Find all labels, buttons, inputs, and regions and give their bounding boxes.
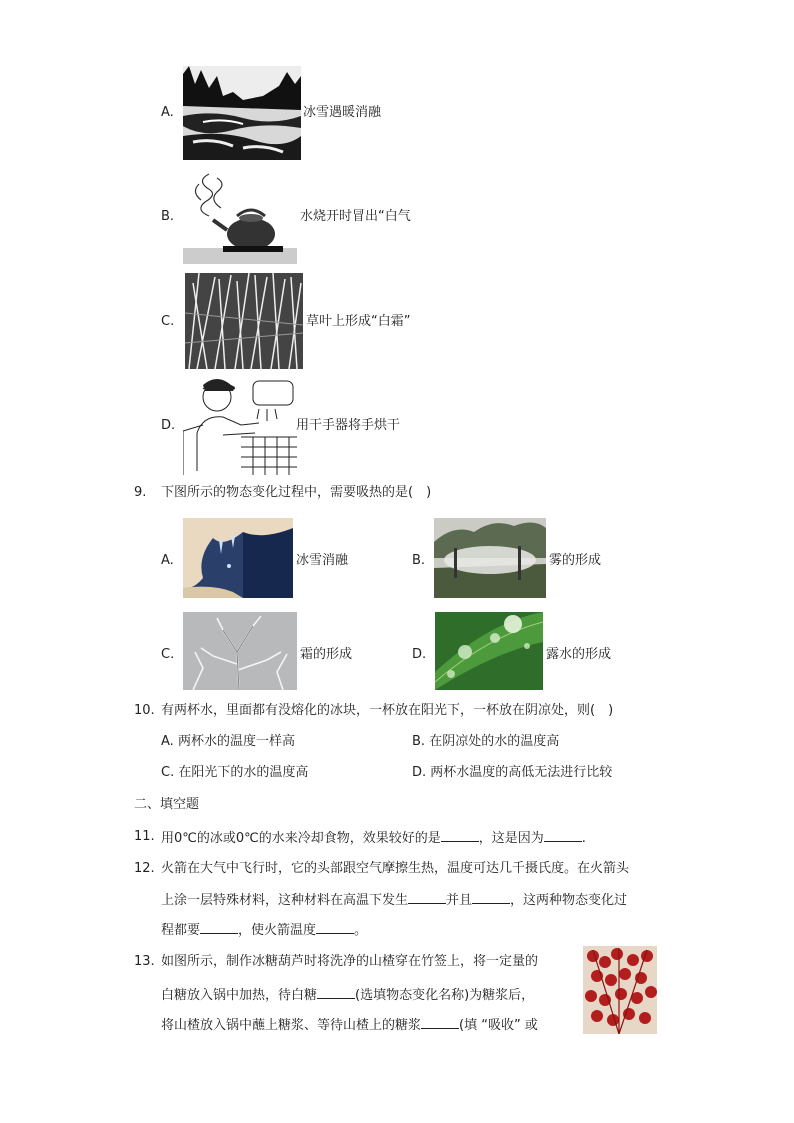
answer-blank bbox=[316, 921, 354, 934]
q9-option-c-letter: C. bbox=[161, 647, 175, 662]
snow-melting-image bbox=[183, 66, 301, 160]
q9-option-b-letter: B. bbox=[412, 553, 426, 568]
q9-option-d-letter: D. bbox=[412, 647, 427, 662]
q12-line-3: 程都要 ，使火箭温度 。 bbox=[161, 923, 368, 938]
ice-melting-photo bbox=[183, 518, 293, 598]
q13-line-1: 如图所示，制作冰糖葫芦时将洗净的山楂穿在竹签上，将一定量的 bbox=[161, 954, 539, 969]
q8-option-d-text: 用干手器将手烘干 bbox=[296, 418, 401, 433]
q12-line-2: 上涂一层特殊材料，这种材料在高温下发生 并且 ，这两种物态变化过 bbox=[161, 893, 628, 908]
q11-number: 11. bbox=[134, 829, 155, 844]
q9-option-a-letter: A. bbox=[161, 553, 174, 568]
q9-option-d-text: 露水的形成 bbox=[546, 647, 612, 662]
q12-number: 12. bbox=[134, 861, 155, 876]
q9-option-b-text: 雾的形成 bbox=[549, 553, 602, 568]
q10-stem: 有两杯水，里面都有没熔化的冰块，一杯放在阳光下，一杯放在阴凉处，则( ) bbox=[161, 703, 614, 718]
hand-dryer-image bbox=[183, 375, 297, 475]
q10-option-b: B. 在阴凉处的水的温度高 bbox=[412, 734, 560, 749]
q12-line-1: 火箭在大气中飞行时，它的头部跟空气摩擦生热，温度可达几千摄氏度。在火箭头 bbox=[161, 861, 630, 876]
section-title: 二、填空题 bbox=[134, 797, 200, 812]
frost-grass-image bbox=[185, 273, 303, 369]
q13-line-3: 将山楂放入锅中蘸上糖浆、等待山楂上的糖浆 (填 “吸收” 或 bbox=[161, 1018, 538, 1033]
q11-text: 用0℃的冰或0℃的水来冷却食物，效果较好的是 ，这是因为 . bbox=[161, 831, 586, 846]
q9-option-a-text: 冰雪消融 bbox=[296, 553, 349, 568]
answer-blank bbox=[421, 1016, 459, 1029]
q8-option-c-letter: C. bbox=[161, 314, 175, 329]
q8-option-c-text: 草叶上形成“白霜” bbox=[306, 314, 411, 329]
q8-option-a-letter: A. bbox=[161, 105, 174, 120]
fog-photo bbox=[434, 518, 546, 598]
q9-number: 9. bbox=[134, 485, 147, 500]
q13-line-2: 白糖放入锅中加热，待白糖 (选填物态变化名称)为糖浆后， bbox=[161, 988, 535, 1003]
q8-option-a-text: 冰雪遇暖消融 bbox=[303, 105, 382, 120]
q8-option-b-letter: B. bbox=[161, 209, 175, 224]
answer-blank bbox=[317, 986, 355, 999]
frost-branch-photo bbox=[183, 612, 297, 690]
q10-option-d: D. 两杯水温度的高低无法进行比较 bbox=[412, 765, 613, 780]
answer-blank bbox=[544, 829, 582, 842]
q13-number: 13. bbox=[134, 954, 155, 969]
kettle-steam-image bbox=[183, 170, 297, 264]
candied-haws-photo bbox=[583, 946, 657, 1034]
answer-blank bbox=[200, 921, 238, 934]
q9-stem: 下图所示的物态变化过程中，需要吸热的是( ) bbox=[161, 485, 432, 500]
q10-option-c: C. 在阳光下的水的温度高 bbox=[161, 765, 309, 780]
dew-leaf-photo bbox=[435, 612, 543, 690]
answer-blank bbox=[408, 891, 446, 904]
q8-option-d-letter: D. bbox=[161, 418, 176, 433]
q8-option-b-text: 水烧开时冒出“白气 bbox=[300, 209, 411, 224]
answer-blank bbox=[441, 829, 479, 842]
answer-blank bbox=[472, 891, 510, 904]
q10-number: 10. bbox=[134, 703, 155, 718]
q9-option-c-text: 霜的形成 bbox=[300, 647, 353, 662]
q10-option-a: A. 两杯水的温度一样高 bbox=[161, 734, 295, 749]
